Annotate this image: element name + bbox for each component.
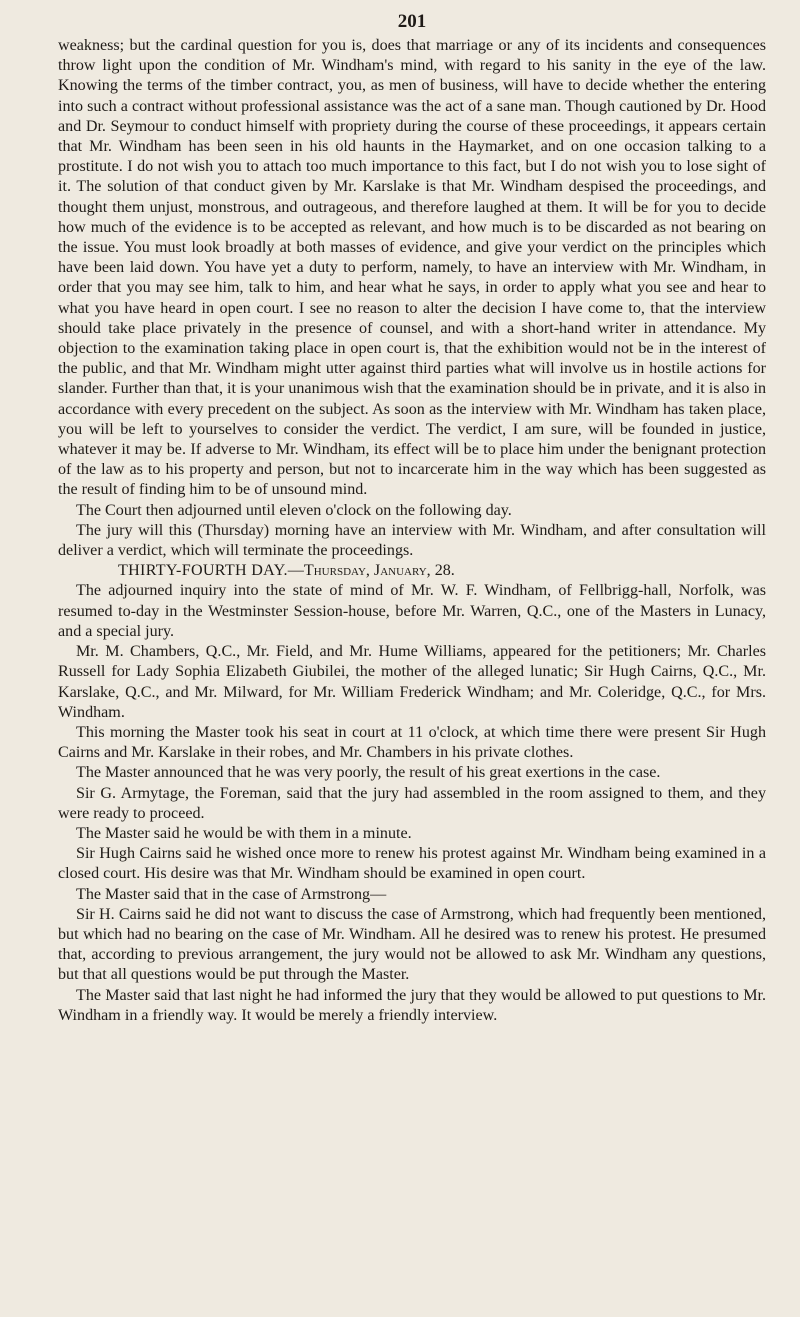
paragraph: The jury will this (Thursday) morning have an interview with Mr. Windham, and after consultation will deliver a verdict, which will terminate the proceedings. (58, 521, 766, 560)
paragraph: Sir H. Cairns said he did not want to discuss the case of Armstrong, which had frequently been mentioned, but which had no bearing on the case of Mr. Windham. All he desired was to renew his protest. He presumed that, according to previous arrangement, the jury would not be allowed to ask Mr. Windham any questions, but that all questions would be put through the Master. (58, 905, 766, 984)
paragraph: The adjourned inquiry into the state of mind of Mr. W. F. Windham, of Fellbrigg-hall, Norfolk, was resumed to-day in the Westminster Session-house, before Mr. Warren, Q.C., one of the Masters in Lunacy, and a special jury. (58, 582, 766, 640)
page-body (58, 36, 766, 1026)
paragraph: The Master said he would be with them in a minute. (76, 824, 412, 842)
paragraph: The Court then adjourned until eleven o'clock on the following day. (76, 501, 512, 519)
paragraph: The Master said that in the case of Armstrong— (76, 885, 387, 903)
paragraph: This morning the Master took his seat in court at 11 o'clock, at which time there were present Sir Hugh Cairns and Mr. Karslake in their robes, and Mr. Chambers in his private clothes. (58, 723, 766, 762)
page-number: 201 (397, 11, 427, 32)
paragraph: Mr. M. Chambers, Q.C., Mr. Field, and Mr. Hume Williams, appeared for the petitioners; Mr. Charles Russell for Lady Sophia Elizabeth Giubilei, the mother of the alleged lunatic; Sir Hugh Cairns, Q.C., Mr. Karslake, Q.C., and Mr. Milward, for Mr. William Frederick Windham; and Mr. Coleridge, Q.C., for Mrs. Windham. (58, 643, 766, 721)
paragraph: The Master said that last night he had informed the jury that they would be allowed to put questions to Mr. Windham in a friendly way. It would be merely a friendly interview. (58, 986, 766, 1024)
section-heading-day: THIRTY-FOURTH DAY. (118, 562, 288, 580)
paragraph: Sir G. Armytage, the Foreman, said that the jury had assembled in the room assigned to them, and they were ready to proceed. (58, 784, 766, 822)
paragraph: The Master announced that he was very poorly, the result of his great exertions in the case. (76, 764, 661, 782)
paragraph: Sir Hugh Cairns said he wished once more to renew his protest against Mr. Windham being examined in a closed court. His desire was that Mr. Windham should be examined in open court. (58, 845, 766, 883)
section-heading-date: —Thursday, January, 28. (287, 562, 455, 580)
paragraph: weakness; but the cardinal question for you is, does that marriage or any of its incidents and consequences throw light upon the condition of Mr. Windham's mind, with regard to his sanity in the eye of the law. Knowing the terms of the timber contract, you, as men of business, will have to decide whether the entering into such a contract without professional assistance was the act of a sane man. Though cautioned by Dr. Hood and Dr. Seymour to conduct himself with propriety during the course of these proceedings, it appears certain that Mr. Windham has been seen in his old haunts in the Haymarket, and on one occasion talking to a prostitute. I do not wish you to attach too much importance to this fact, but I do not wish you to lose sight of it. The solution of that conduct given by Mr. Karslake is that Mr. Windham despised the proceedings, and thought them unjust, monstrous, and outrageous, and therefore laughed at them. It will be for you to decide how much of the evidence is to be accepted as relevant, and how much is to be discarded as not bearing on the issue. You must look broadly at both masses of evidence, and give your verdict on the principles which have been laid down. You have yet a duty to perform, namely, to have an interview with Mr. Windham, in order that you may see him, talk to him, and hear what he says, in order to apply what you see and hear to what you have heard in open court. I see no reason to alter the decision I have come to, that the interview should take place privately in the presence of counsel, and with a short-hand writer in attendance. My objection to the examination taking place in open court is, that the exhibition would not be in the interest of the public, and that Mr. Windham might utter against third parties what will involve us in hostile actions for slander. Further than that, it is your unanimous wish that the examination should be in private, and it is also in accordance with every precedent on the subject. As soon as the interview with Mr. Windham has taken place, you will be left to yourselves to consider the verdict. The verdict, I am sure, will be founded in justice, whatever it may be. If adverse to Mr. Windham, its effect will be to place him under the benignant protection of the law as to his property and person, but not to incarcerate him in the way which has been suggested as the result of finding him to be of unsound mind. (58, 37, 766, 499)
section-heading (58, 561, 766, 581)
